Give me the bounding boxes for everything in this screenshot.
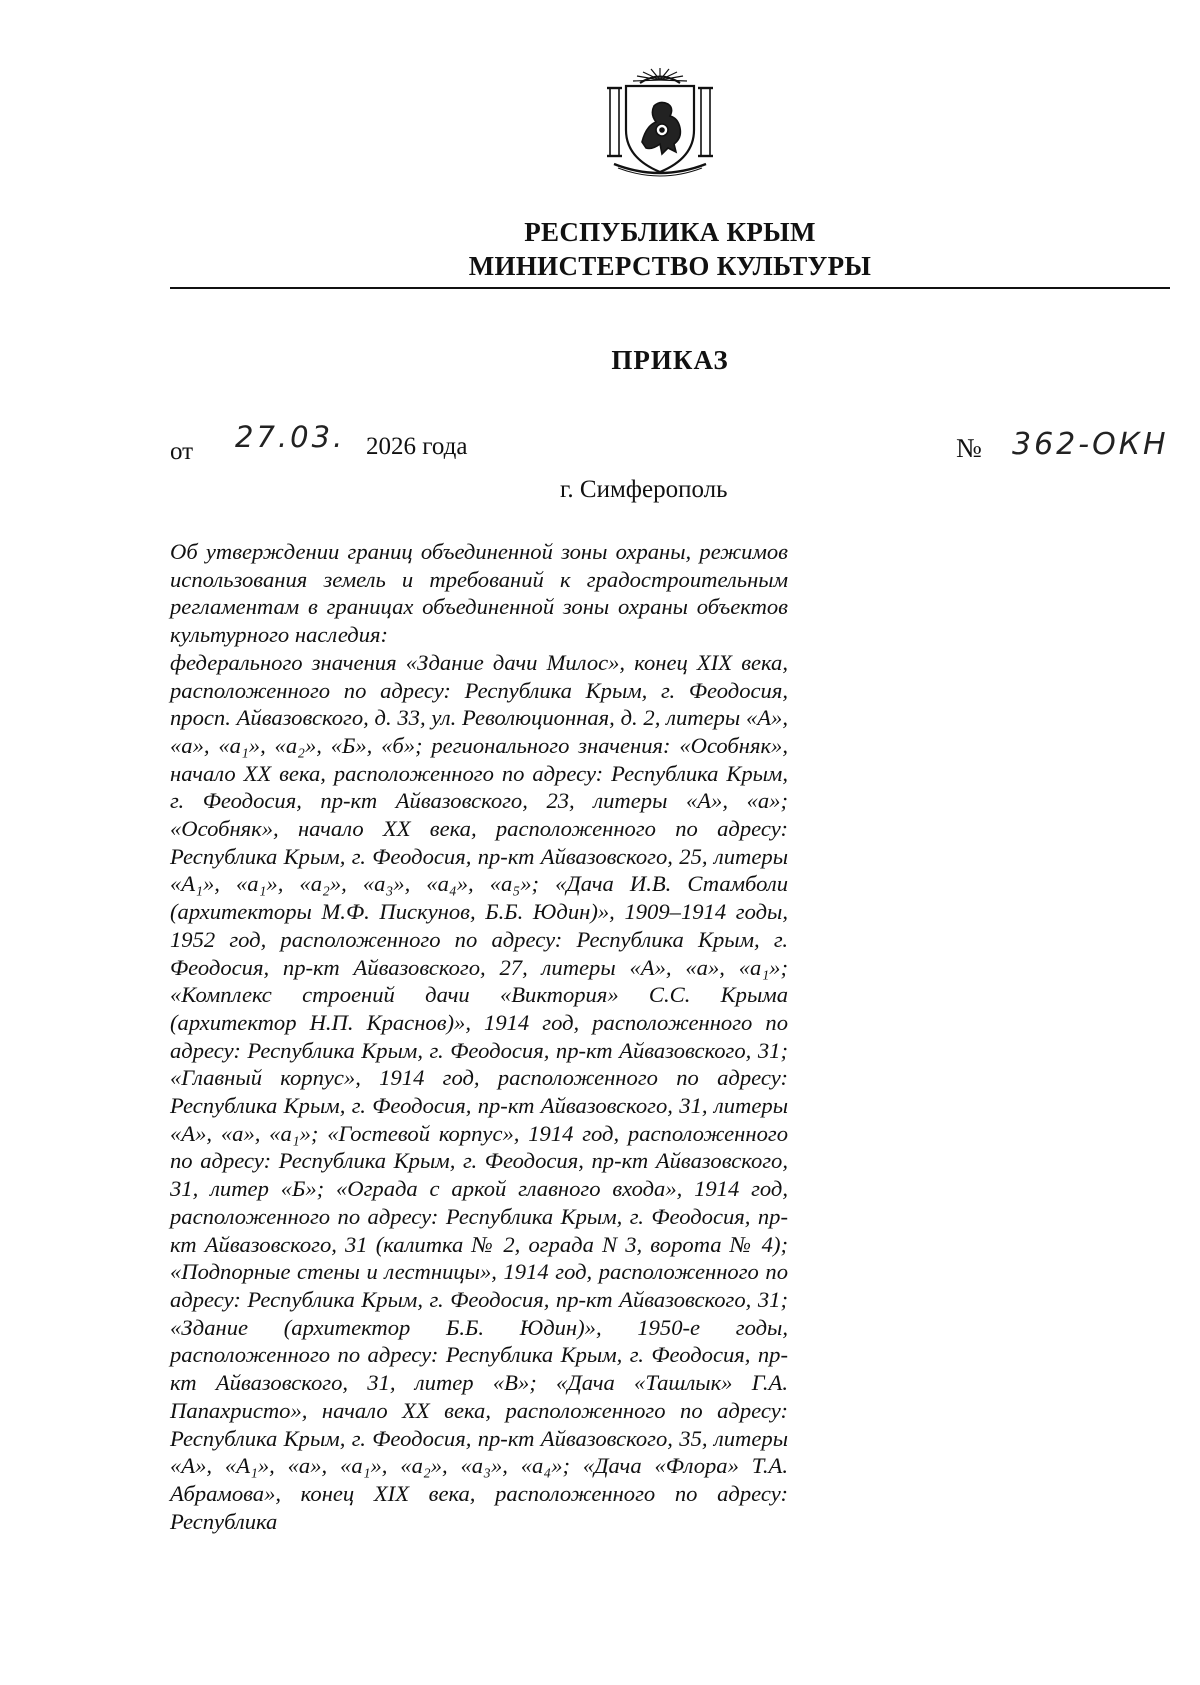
order-body	[170, 538, 788, 1535]
handwritten-order-number: 362-ОКН	[1012, 427, 1169, 462]
number-sign: №	[956, 433, 982, 463]
crimea-coat-of-arms-emblem	[604, 66, 716, 180]
date-prefix: от	[170, 438, 194, 465]
handwritten-date: 27.03.	[235, 420, 346, 454]
header-ministry: МИНИСТЕРСТВО КУЛЬТУРЫ	[468, 251, 872, 281]
header-divider	[170, 287, 1170, 289]
document-title: ПРИКАЗ	[611, 345, 729, 375]
order-body-text: федерального значения «Здание дачи Милос», конец XIX века, расположенного по адресу: Республика Крым, г. Феодосия, просп. Айвазовского, д. 33, ул. Революционная, д. 2, литеры «А», «а», «а₁», «а₂», «Б», «б»; регионального значения: «Особняк», начало XX века, расположенного по адресу: Республика Крым, г. Феодосия, пр-кт Айвазовского, 23, литеры «А», «а»; «Особняк», начало XX века, расположенного по адресу: Республика Крым, г. Феодосия, пр-кт Айвазовского, 25, литеры «А₁», «а₁», «а₂», «а₃», «а₄», «а₅»; «Дача И.В. Стамболи (архитекторы М.Ф. Пискунов, Б.Б. Юдин)», 1909–1914 годы, 1952 год, расположенного по адресу: Республика Крым, г. Феодосия, пр-кт Айвазовского, 27, литеры «А», «а», «а₁»; «Комплекс строений дачи «Виктория» С.С. Крыма (архитектор Н.П. Краснов)», 1914 год, расположенного по адресу: Республика Крым, г. Феодосия, пр-кт Айвазовского, 31; «Главный корпус», 1914 год, расположенного по адресу: Республика Крым, г. Феодосия, пр-кт Айвазовского, 31, литеры «А», «а», «а₁»; «Гостевой корпус», 1914 год, расположенного по адресу: Республика Крым, г. Феодосия, пр-кт Айвазовского, 31, литер «Б»; «Ограда с аркой главного входа», 1914 год, расположенного по адресу: Республика Крым, г. Феодосия, пр-кт Айвазовского, 31 (калитка № 2, ограда N 3, ворота № 4); «Подпорные стены и лестницы», 1914 год, расположенного по адресу: Республика Крым, г. Феодосия, пр-кт Айвазовского, 31; «Здание (архитектор Б.Б. Юдин)», 1950-е годы, расположенного по адресу: Республика Крым, г. Феодосия, пр-кт Айвазовского, 31, литер «В»; «Дача «Ташлык» Г.А. Папахристо», начало XX века, расположенного по адресу: Республика Крым, г. Феодосия, пр-кт Айвазовского, 35, литеры «А», «А₁», «а», «а₁», «а₂», «а₃», «а₄»; «Дача «Флора» Т.А. Абрамова», конец XIX века, расположенного по адресу: Республика	[170, 649, 788, 1534]
order-subject: Об утверждении границ объединенной зоны охраны, режимов использования земель и требований к градостроительным регламентам в границах объединенной зоны охраны объектов культурного наследия:	[170, 539, 788, 648]
city-line: г. Симферополь	[560, 476, 728, 503]
header-republic: РЕСПУБЛИКА КРЫМ	[524, 217, 816, 247]
date-year: 2026 года	[366, 433, 468, 460]
